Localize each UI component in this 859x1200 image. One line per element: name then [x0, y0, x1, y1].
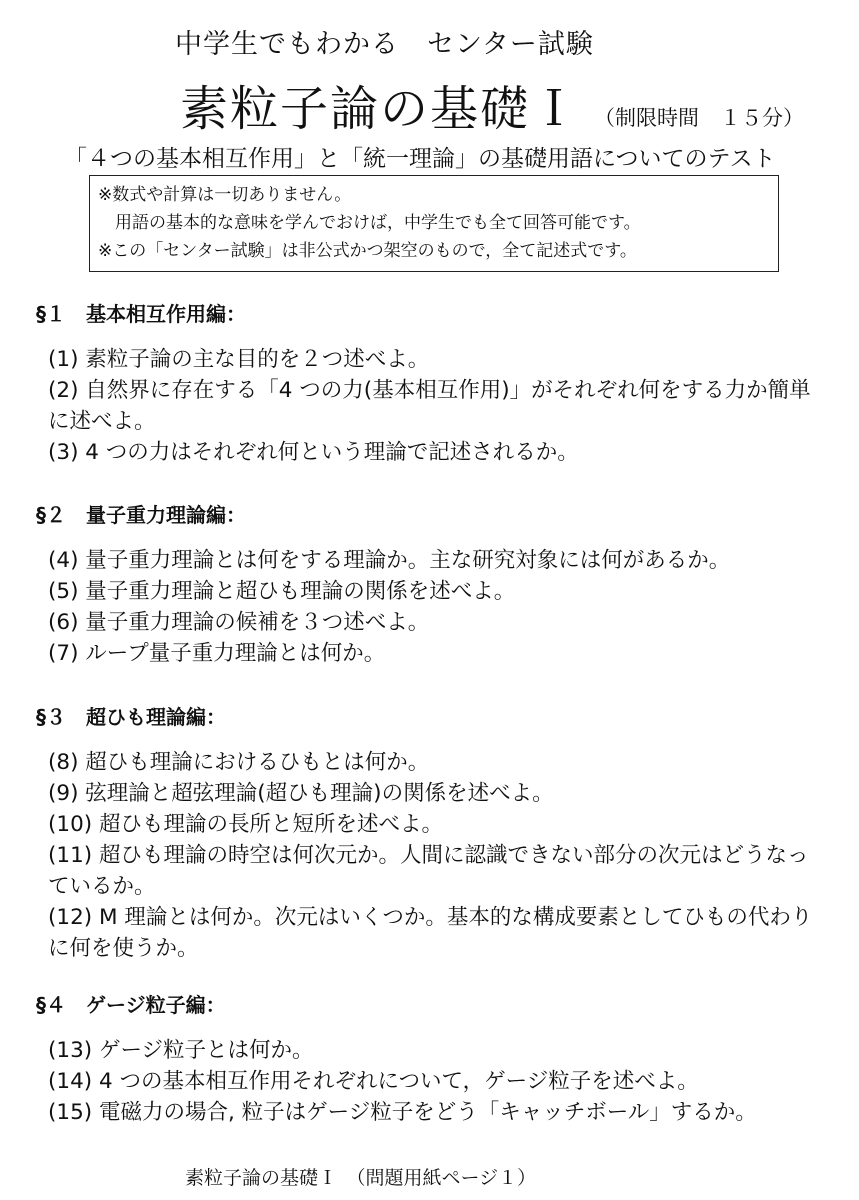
- title-row: [180, 70, 804, 140]
- question-item: (15) 電磁力の場合, 粒子はゲージ粒子をどう「キャッチボール」するか。: [48, 1100, 757, 1125]
- section-heading: §３ 超ひも理論編：: [36, 705, 226, 729]
- question-item: (3) 4 つの力はそれぞれ何という理論で記述されるか。: [48, 440, 579, 465]
- question-list: [36, 344, 826, 468]
- section-3: [36, 697, 826, 964]
- page-footer: 素粒子論の基礎Ｉ （問題用紙ページ１）: [185, 1167, 537, 1189]
- question-item: (5) 量子重力理論と超ひも理論の関係を述べよ。: [48, 579, 516, 604]
- section-heading: §２ 量子重力理論編：: [36, 503, 246, 527]
- question-item: (14) 4 つの基本相互作用それぞれについて，ゲージ粒子を述べよ。: [48, 1069, 699, 1094]
- note-line: ※この「センター試験」は非公式かつ架空のもので，全て記述式です。: [98, 241, 637, 261]
- section-1: [36, 294, 826, 468]
- time-limit: （制限時間 １５分）: [594, 106, 805, 130]
- question-item: (4) 量子重力理論とは何をする理論か。主な研究対象には何があるか。: [48, 548, 731, 573]
- section-2: [36, 495, 826, 669]
- question-item: (1) 素粒子論の主な目的を２つ述べよ。: [48, 347, 430, 372]
- question-item: (12) M 理論とは何か。次元はいくつか。基本的な構成要素としてひもの代わりに何を使うか。: [48, 905, 813, 961]
- question-item: (9) 弦理論と超弦理論(超ひも理論)の関係を述べよ。: [48, 781, 554, 806]
- pre-title: 中学生でもわかる センター試験: [175, 29, 594, 60]
- question-item: (6) 量子重力理論の候補を３つ述べよ。: [48, 610, 430, 635]
- question-item: (10) 超ひも理論の長所と短所を述べよ。: [48, 812, 443, 837]
- question-item: (2) 自然界に存在する「4 つの力(基本相互作用)」がそれぞれ何をする力か簡単に述べよ。: [48, 378, 811, 434]
- question-item: (13) ゲージ粒子とは何か。: [48, 1038, 314, 1063]
- question-item: (11) 超ひも理論の時空は何次元か。人間に認識できない部分の次元はどうなっているか。: [48, 843, 809, 899]
- question-list: [36, 747, 826, 964]
- section-heading: §１ 基本相互作用編：: [36, 302, 246, 326]
- section-4: [36, 985, 826, 1128]
- question-list: [36, 1035, 826, 1128]
- note-line: ※数式や計算は一切ありません。: [98, 185, 352, 205]
- notes-box: [89, 175, 779, 272]
- note-line: 用語の基本的な意味を学んでおけば，中学生でも全て回答可能です。: [98, 213, 641, 233]
- question-item: (8) 超ひも理論におけるひもとは何か。: [48, 750, 430, 775]
- section-heading: §４ ゲージ粒子編：: [36, 993, 226, 1017]
- question-item: (7) ループ量子重力理論とは何か。: [48, 641, 386, 666]
- subtitle: 「４つの基本相互作用」と「統一理論」の基礎用語についてのテスト: [64, 146, 776, 172]
- page-title: 素粒子論の基礎Ｉ: [180, 81, 581, 137]
- question-list: [36, 545, 826, 669]
